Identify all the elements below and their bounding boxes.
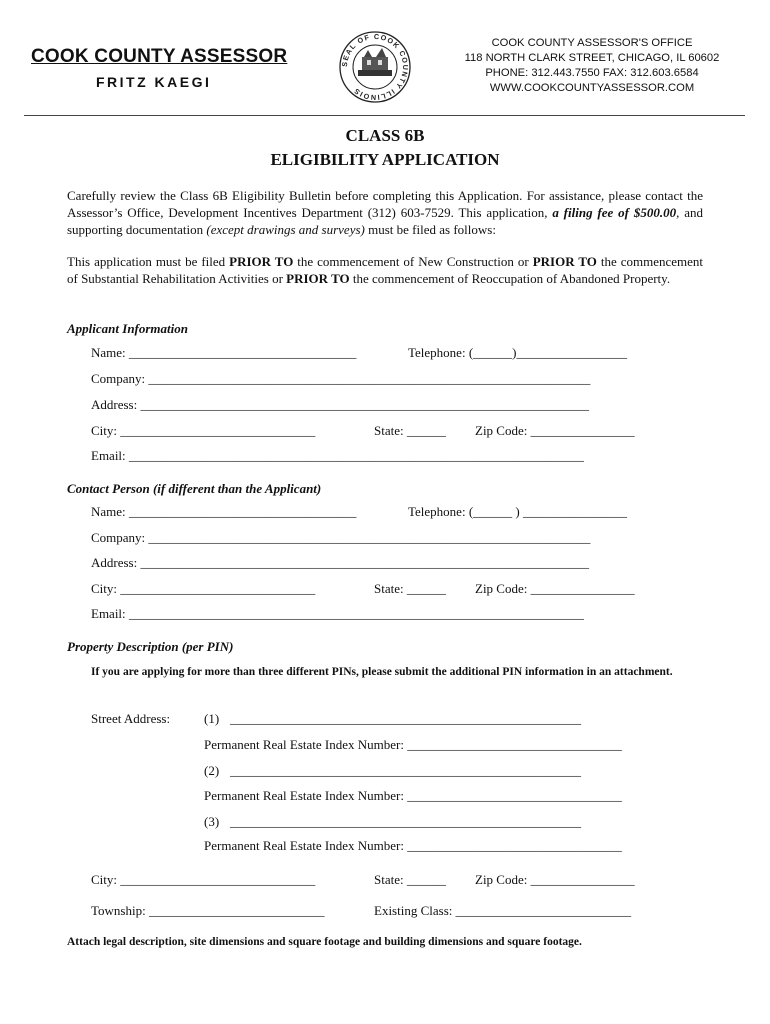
applicant-name-field[interactable]: Name: ___________________________________ [91, 345, 357, 360]
header-divider [24, 115, 745, 116]
seal-graphic [338, 30, 412, 104]
applicant-city-field[interactable]: City: ______________________________ [91, 423, 316, 438]
brand-name: COOK COUNTY ASSESSOR [31, 46, 288, 67]
attachment-instructions: Attach legal description, site dimensions and square footage and building dimensions and square footage. [67, 936, 582, 948]
county-seal [338, 30, 412, 104]
property-zip-field[interactable]: Zip Code: ________________ [475, 872, 635, 887]
office-address-block [452, 36, 732, 96]
pin-3-street-field[interactable]: ______________________________________________________ [230, 814, 581, 829]
contact-telephone-field[interactable]: Telephone: (______ ) ________________ [408, 504, 627, 519]
applicant-email-field[interactable]: Email: ______________________________________________________________________ [91, 448, 584, 463]
filing-timing-paragraph [67, 253, 703, 287]
brand-person: FRITZ KAEGI [96, 74, 212, 90]
township-field[interactable]: Township: ___________________________ [91, 903, 325, 918]
contact-state-field[interactable]: State: ______ [374, 581, 446, 596]
filing-fee-text: a filing fee of $500.00 [552, 205, 677, 220]
pin-2-street-field[interactable]: ______________________________________________________ [230, 763, 581, 778]
applicant-zip-field[interactable]: Zip Code: ________________ [475, 423, 635, 438]
prior-to-3: PRIOR TO [286, 271, 350, 286]
pin-1-street-field[interactable]: ______________________________________________________ [230, 711, 581, 726]
office-phone-fax: PHONE: 312.443.7550 FAX: 312.603.6584 [485, 67, 699, 79]
property-city-field[interactable]: City: ______________________________ [91, 872, 316, 887]
applicant-section-heading: Applicant Information [67, 321, 188, 336]
seal-text: SEAL OF COOK COUNTY ILLINOIS [339, 31, 411, 103]
contact-address-field[interactable]: Address: _____________________________________________________________________ [91, 555, 589, 570]
contact-zip-field[interactable]: Zip Code: ________________ [475, 581, 635, 596]
timing-text-3: the commencement of Substantial Rehabilitation Activities or [67, 254, 704, 286]
intro-paragraph [67, 187, 703, 238]
intro-text-2: , and supporting documentation [67, 205, 704, 237]
pin-2-index-field[interactable]: Permanent Real Estate Index Number: _________________________________ [204, 788, 622, 803]
office-website: WWW.COOKCOUNTYASSESSOR.COM [489, 82, 695, 94]
contact-email-field[interactable]: Email: ______________________________________________________________________ [91, 606, 584, 621]
timing-text-4: the commencement of Reoccupation of Abandoned Property. [349, 271, 671, 286]
applicant-state-field[interactable]: State: ______ [374, 423, 446, 438]
property-section-heading: Property Description (per PIN) [67, 639, 234, 654]
prior-to-2: PRIOR TO [532, 254, 597, 269]
applicant-company-field[interactable]: Company: ____________________________________________________________________ [91, 371, 591, 386]
office-name: COOK COUNTY ASSESSOR'S OFFICE [491, 37, 693, 49]
pin-3-number: (3) [204, 814, 220, 829]
existing-class-field[interactable]: Existing Class: ___________________________ [374, 903, 632, 918]
street-address-label: Street Address: [91, 711, 171, 726]
intro-text-1: Carefully review the Class 6B Eligibility Bulletin before completing this Application. For assistance, please contact the Assessor’s Office, Development Incentives Department (312) 603-7529. This application, [67, 188, 703, 220]
property-state-field[interactable]: State: ______ [374, 872, 446, 887]
applicant-address-field[interactable]: Address: _____________________________________________________________________ [91, 397, 589, 412]
pin-2-number: (2) [204, 763, 220, 778]
contact-name-field[interactable]: Name: ___________________________________ [91, 504, 357, 519]
prior-to-1: PRIOR TO [229, 254, 294, 269]
timing-text-2: the commencement of New Construction or [293, 254, 533, 269]
timing-text-1: This application must be filed [67, 254, 230, 269]
office-street: 118 NORTH CLARK STREET, CHICAGO, IL 60602 [464, 52, 720, 64]
intro-text-3: must be filed as follows: [364, 222, 496, 237]
contact-company-field[interactable]: Company: ____________________________________________________________________ [91, 530, 591, 545]
form-title-class: CLASS 6B [345, 126, 425, 145]
pin-1-number: (1) [204, 711, 220, 726]
contact-section-heading: Contact Person (if different than the Applicant) [67, 481, 322, 496]
intro-exception-text: (except drawings and surveys) [206, 222, 365, 237]
additional-pins-note: If you are applying for more than three different PINs, please submit the additional PIN information in an attachment. [91, 666, 673, 678]
pin-3-index-field[interactable]: Permanent Real Estate Index Number: _________________________________ [204, 838, 622, 853]
pin-1-index-field[interactable]: Permanent Real Estate Index Number: _________________________________ [204, 737, 622, 752]
contact-city-field[interactable]: City: ______________________________ [91, 581, 316, 596]
form-title-application: ELIGIBILITY APPLICATION [270, 150, 500, 169]
applicant-telephone-field[interactable]: Telephone: (______)_________________ [408, 345, 627, 360]
